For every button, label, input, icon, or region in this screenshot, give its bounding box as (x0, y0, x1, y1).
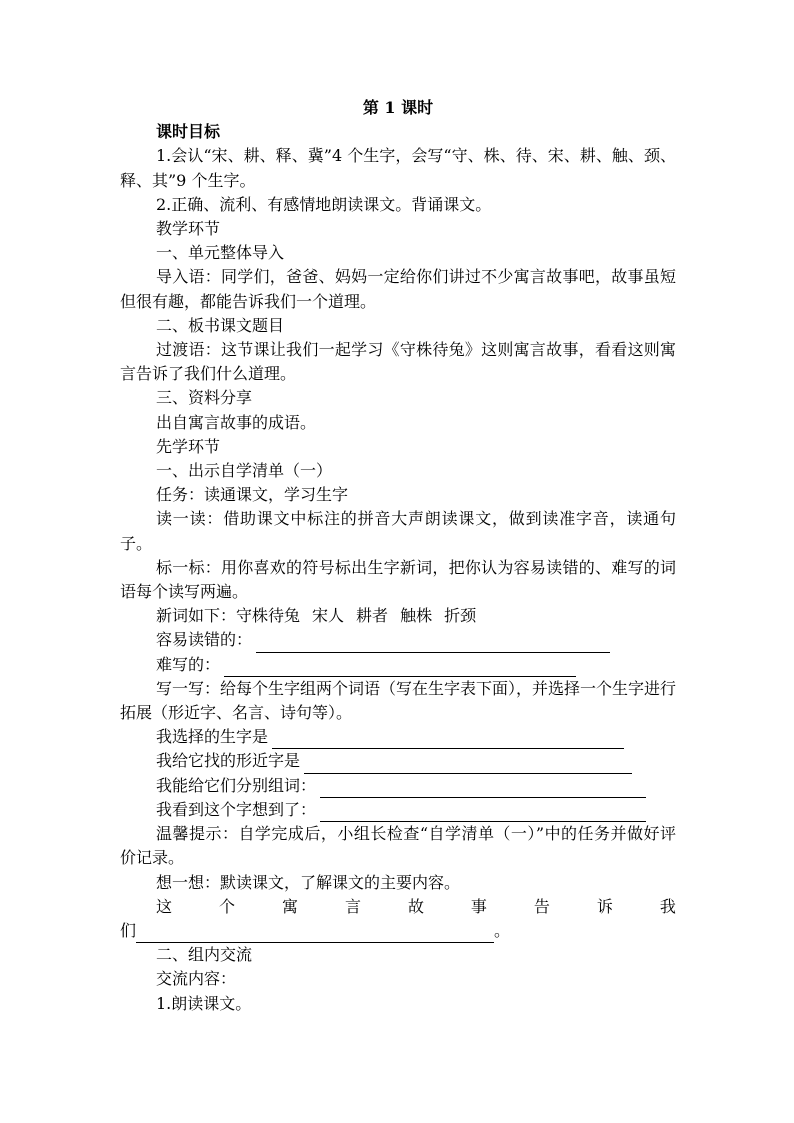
new-word: 耕者 (356, 606, 389, 626)
easy-wrong-label: 容易读错的： (156, 630, 253, 650)
easy-wrong-row (120, 628, 676, 652)
hard-write-row (120, 653, 676, 677)
story-char: 言 (344, 896, 361, 916)
story-lesson-sentence (120, 895, 676, 919)
word-group-row (120, 774, 676, 798)
thought-row (120, 798, 676, 822)
story-lesson-blank-row (120, 919, 676, 943)
story-char: 事 (470, 896, 487, 916)
similar-char-row (120, 749, 676, 773)
story-char: 我 (659, 896, 676, 916)
similar-char-label: 我给它找的形近字是 (156, 751, 301, 771)
teach-step-3-title: 三、资料分享 (156, 388, 253, 408)
pre-study-heading: 先学环节 (156, 436, 221, 456)
goal-2: 2.正确、流利、有感情地朗读课文。背诵课文。 (156, 194, 492, 214)
new-word: 折颈 (444, 606, 477, 626)
teach-step-1-text: 导入语：同学们，爸爸、妈妈一定给你们讲过不少寓言故事吧，故事虽短但很有趣，都能告诉我们一个道理。 (120, 267, 676, 311)
section-goal-heading: 课时目标 (156, 122, 221, 142)
exchange-label: 交流内容： (156, 969, 237, 989)
think-instruction: 想一想：默读课文，了解课文的主要内容。 (156, 872, 461, 892)
chosen-char-label: 我选择的生字是 (156, 727, 269, 747)
story-char: 这 (156, 896, 173, 916)
word-group-label: 我能给它们分别组词： (156, 775, 317, 795)
story-char: 告 (533, 896, 550, 916)
mark-instruction: 标一标：用你喜欢的符号标出生字新词，把你认为容易读错的、难写的词语每个读写两遍。 (120, 557, 676, 602)
write-instruction: 写一写：给每个生字组两个词语（写在生字表下面），并选择一个生字进行拓展（形近字、名言、诗句等）。 (120, 678, 677, 723)
story-char: 个 (218, 896, 235, 916)
tip-text: 温馨提示：自学完成后，小组长检查“自学清单（一）”中的任务并做好评价记录。 (120, 824, 676, 868)
chosen-char-row (120, 725, 676, 749)
task-line: 任务：读通课文，学习生字 (156, 485, 349, 505)
new-word: 守株待兔 (236, 606, 301, 626)
story-lesson-blank[interactable] (136, 924, 494, 943)
exchange-item-1: 1.朗读课文。 (156, 993, 252, 1013)
easy-wrong-blank[interactable] (256, 634, 610, 653)
new-word: 宋人 (312, 606, 345, 626)
teach-step-3-text: 出自寓言故事的成语。 (156, 412, 317, 432)
story-char: 诉 (596, 896, 613, 916)
teach-step-2-title: 二、板书课文题目 (156, 315, 285, 335)
lesson-title: 第 1 课时 (362, 98, 434, 117)
new-words-label: 新词如下： (156, 606, 237, 626)
read-instruction: 读一读：借助课文中标注的拼音大声朗读课文，做到读准字音，读通句子。 (120, 509, 676, 553)
word-group-blank[interactable] (320, 779, 646, 798)
new-word: 触株 (400, 606, 433, 626)
story-char: 故 (407, 896, 424, 916)
chosen-char-blank[interactable] (272, 730, 624, 749)
teach-heading: 教学环节 (156, 219, 221, 239)
story-char: 寓 (281, 896, 298, 916)
similar-char-blank[interactable] (304, 755, 632, 774)
teach-step-2-text: 过渡语：这节课让我们一起学习《守株待兔》这则寓言故事，看看这则寓言告诉了我们什么道理。 (120, 340, 676, 384)
goal-1: 1.会认“宋、耕、释、冀”4 个生字，会写“守、株、待、宋、耕、触、颈、释、其”9 个生字。 (120, 146, 676, 190)
hard-write-blank[interactable] (224, 658, 576, 677)
pre-step-2-title: 二、组内交流 (156, 945, 253, 965)
period: 。 (494, 920, 511, 940)
document-page (120, 96, 676, 1016)
pre-step-1-title: 一、出示自学清单（一） (156, 461, 333, 481)
thought-label: 我看到这个字想到了： (156, 799, 317, 819)
hard-write-label: 难写的： (156, 654, 221, 674)
story-char: 们 (120, 920, 137, 940)
teach-step-1-title: 一、单元整体导入 (156, 243, 285, 263)
thought-blank[interactable] (320, 803, 646, 822)
new-words-line (120, 604, 676, 628)
